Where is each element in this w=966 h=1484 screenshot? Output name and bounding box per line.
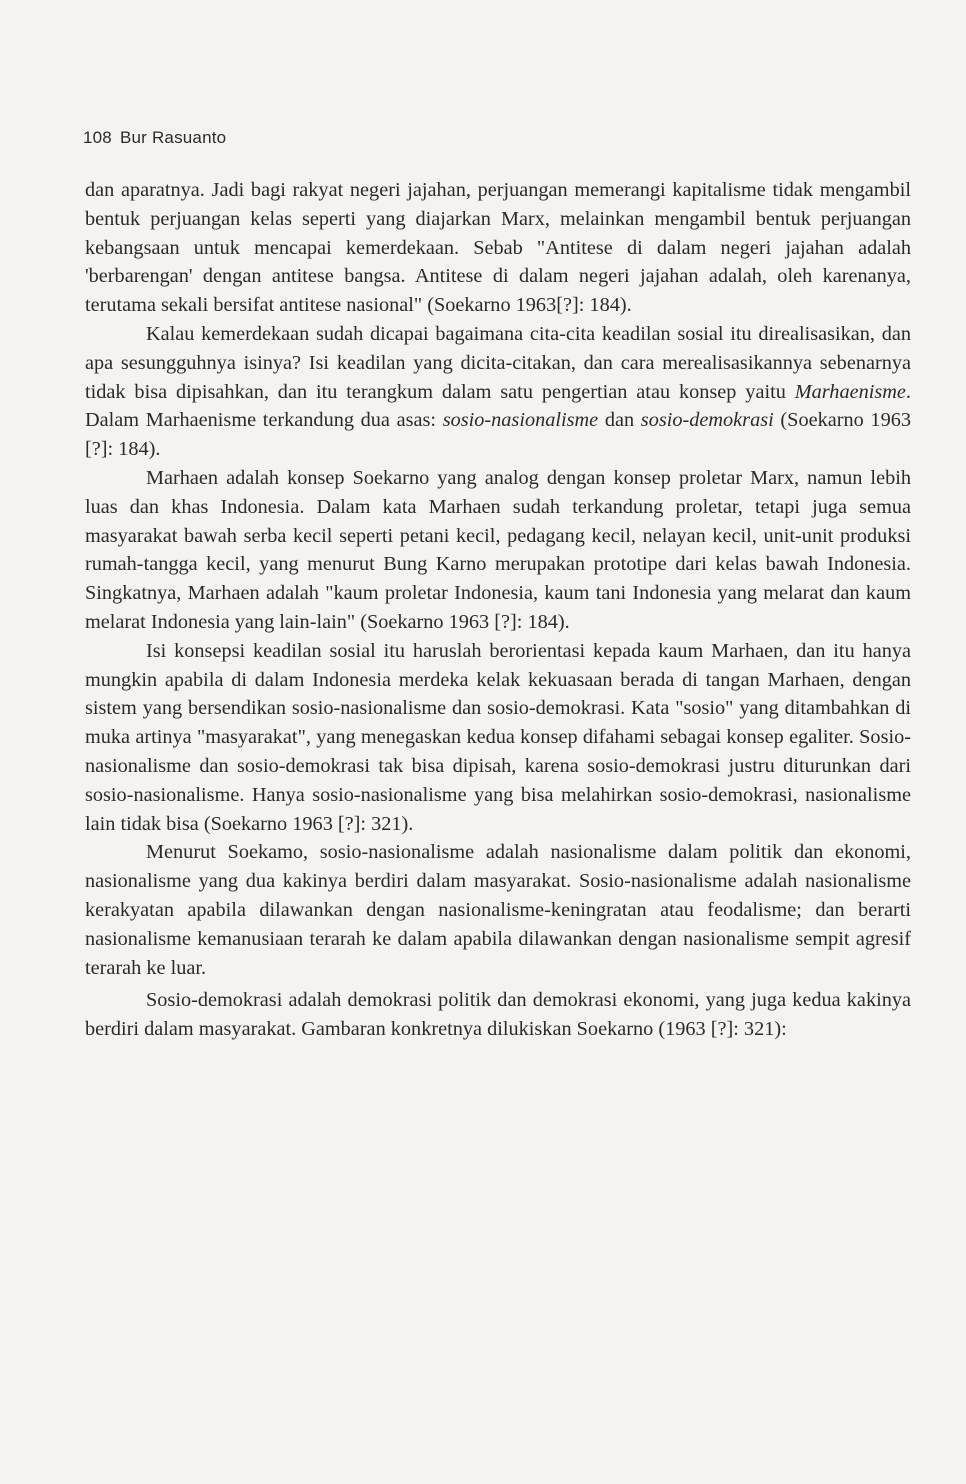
page-number: 108 (83, 128, 112, 147)
term-marhaenisme: Marhaenisme (794, 380, 906, 403)
paragraph-marhaenisme (85, 320, 911, 464)
author-name: Bur Rasuanto (119, 128, 227, 147)
paragraph-text: (Soekarno 1963 [?]: 184). (85, 409, 911, 461)
term-sosio-nasionalisme: sosio-nasionalisme (442, 409, 599, 432)
paragraph-text: Kalau kemerdekaan sudah dicapai bagaimana cita-cita keadilan sosial itu direalisasikan, dan apa sesungguhnya isinya? Isi keadilan yang dicita-citakan, dan cara merealisasikannya sebenarnya tidak bisa dipisahkan, dan itu terangkum dalam satu pengertian atau konsep yaitu (85, 322, 911, 403)
paragraph-sosio-demokrasi: Sosio-demokrasi adalah demokrasi politik dan demokrasi ekonomi, yang juga kedua kakinya berdiri dalam masyarakat. Gambaran konkretnya dilukiskan Soekarno (1963 [?]: 321): (85, 989, 911, 1041)
paragraph-continuation: dan aparatnya. Jadi bagi rakyat negeri jajahan, perjuangan memerangi kapitalisme tidak mengambil bentuk perjuangan kelas seperti yang diajarkan Marx, melainkan mengambil bentuk perjuangan kebangsaan untuk mencapai kemerdekaan. Sebab "Antitese di dalam negeri jajahan adalah 'berbarengan' dengan antitese bangsa. Antitese di dalam negeri jajahan adalah, oleh karenanya, terutama sekali bersifat antitese nasional" (Soekarno 1963[?]: 184). (85, 179, 911, 317)
body-text (85, 176, 911, 1044)
paragraph-marhaen: Marhaen adalah konsep Soekarno yang analog dengan konsep proletar Marx, namun lebih luas dan khas Indonesia. Dalam kata Marhaen sudah terkandung proletar, tetapi juga semua masyarakat bawah serba kecil seperti petani kecil, pedagang kecil, nelayan kecil, unit-unit produksi rumah-tangga kecil, yang menurut Bung Karno merupakan prototipe dari kelas bawah Indonesia. Singkatnya, Marhaen adalah "kaum proletar Indonesia, kaum tani Indonesia yang melarat dan kaum melarat Indonesia yang lain-lain" (Soekarno 1963 [?]: 184). (85, 466, 911, 633)
paragraph-sosio-nasionalisme: Menurut Soekamo, sosio-nasionalisme adalah nasionalisme dalam politik dan ekonomi, nasionalisme yang dua kakinya berdiri dalam masyarakat. Sosio-nasionalisme adalah nasionalisme kerakyatan apabila dilawankan dengan nasionalisme-keningratan atau feodalisme; dan berarti nasionalisme kemanusiaan terarah ke dalam apabila dilawankan dengan nasionalisme sempit agresif terarah ke luar. (85, 841, 911, 979)
paragraph-text: . Dalam Marhaenisme terkandung dua asas: (85, 380, 911, 432)
paragraph-keadilan-sosial: Isi konsepsi keadilan sosial itu haruslah berorientasi kepada kaum Marhaen, dan itu hanya mungkin apabila di dalam Indonesia merdeka kelak kekuasaan berada di tangan Marhaen, dengan sistem yang bersendikan sosio-nasionalisme dan sosio-demokrasi. Kata "sosio" yang ditambahkan di muka artinya "masyarakat", yang menegaskan kedua konsep difahami sebagai konsep egaliter. Sosio-nasionalisme dan sosio-demokrasi tak bisa dipisah, karena sosio-demokrasi justru diturunkan dari sosio-nasionalisme. Hanya sosio-nasionalisme yang bisa melahirkan sosio-demokrasi, nasionalisme lain tidak bisa (Soekarno 1963 [?]: 321). (85, 639, 911, 835)
paragraph-text: dan (598, 409, 641, 432)
term-sosio-demokrasi: sosio-demokrasi (640, 409, 774, 432)
running-head (83, 128, 226, 148)
